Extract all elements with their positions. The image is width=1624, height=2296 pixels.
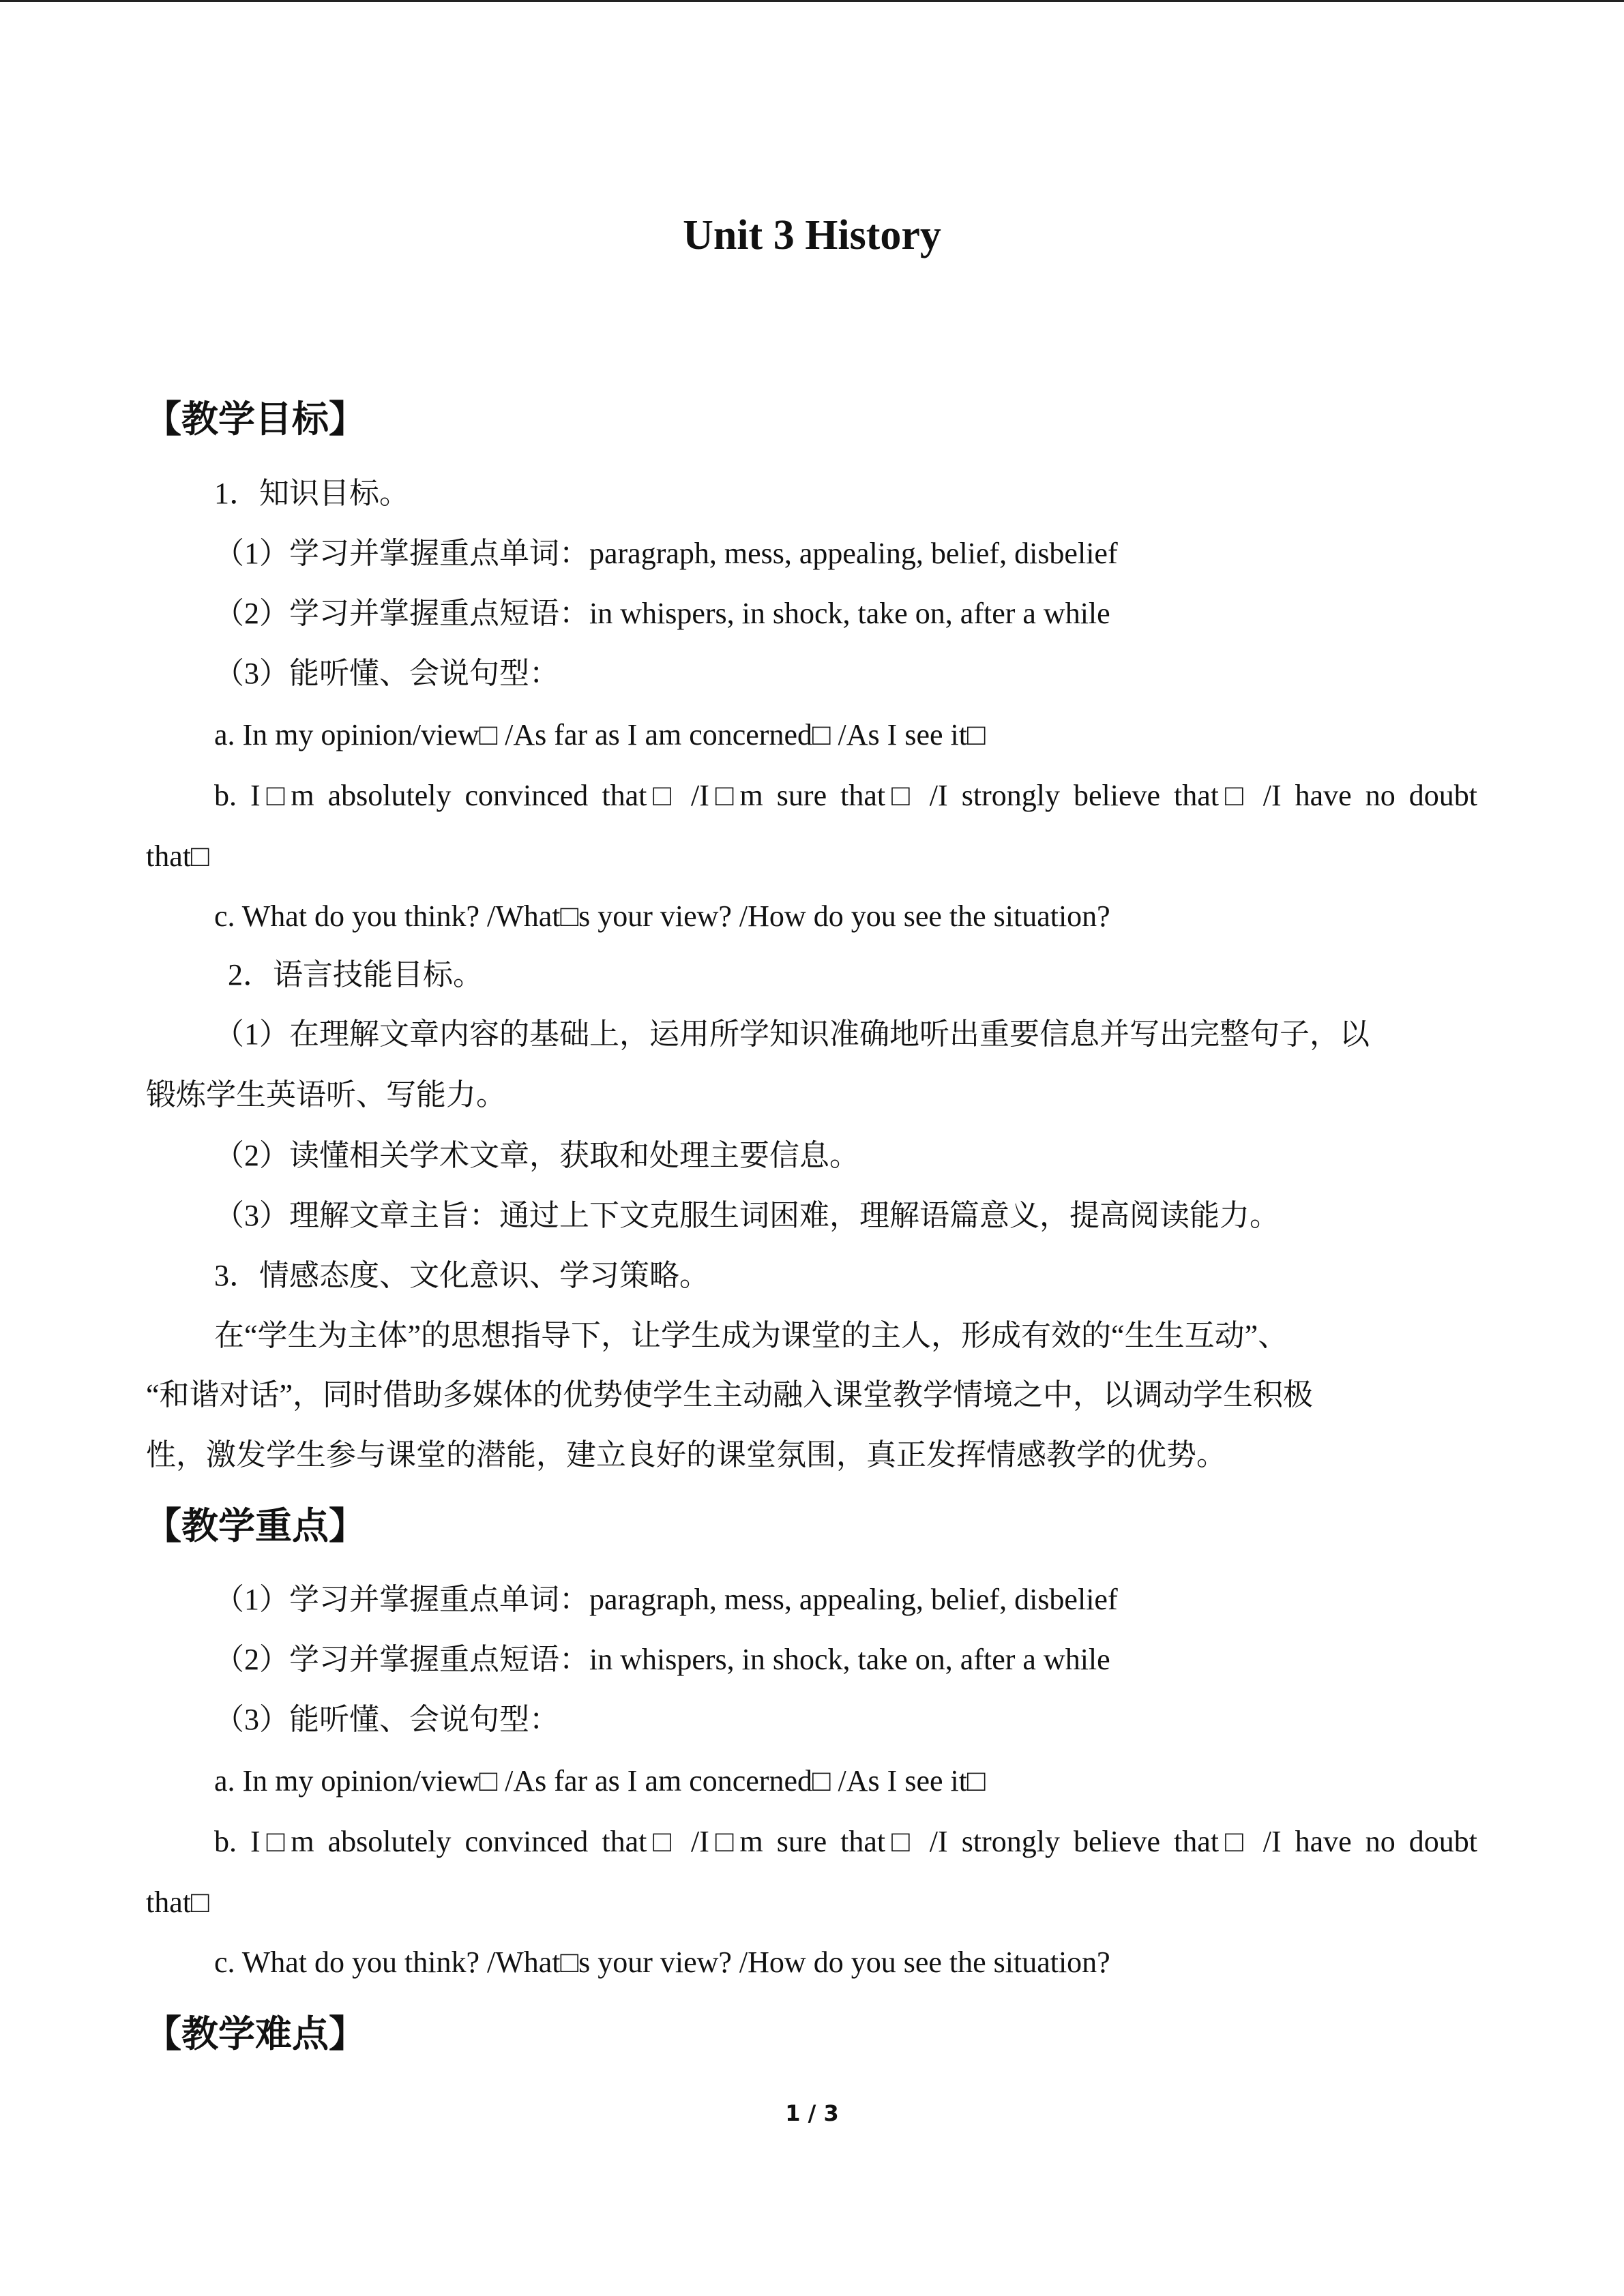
page-number: 1 / 3 [785,2100,839,2126]
text-line: 1．知识目标。 [214,477,409,510]
text-line: （3）能听懂、会说句型： [214,1703,559,1736]
section-heading-key-points: 【教学重点】 [145,1504,366,1547]
text-line: 2．语言技能目标。 [228,958,483,992]
text-line: （1）在理解文章内容的基础上，运用所学知识准确地听出重要信息并写出完整句子，以 [214,1017,1370,1051]
text-line: （3）理解文章主旨：通过上下文克服生词困难，理解语篇意义，提高阅读能力。 [214,1199,1280,1232]
text-line: a. In my opinion/view□ /As far as I am concerned□ /As I see it□ [214,1764,986,1798]
text-line: 性，激发学生参与课堂的潜能，建立良好的课堂氛围，真正发挥情感教学的优势。 [146,1438,1226,1472]
text-line: c. What do you think? /What□s your view? /How do you see the situation? [214,899,1110,933]
text-line: 在“学生为主体”的思想指导下，让学生成为课堂的主人，形成有效的“生生互动”、 [214,1319,1288,1352]
text-line: （2）学习并掌握重点短语：in whispers, in shock, take on, after a while [214,1643,1110,1676]
text-line: b. I□m absolutely convinced that□ /I□m sure that□ /I strongly believe that□ /I have no doubt [214,1825,1477,1858]
text-line: （2）读懂相关学术文章，获取和处理主要信息。 [214,1139,859,1172]
text-line: a. In my opinion/view□ /As far as I am concerned□ /As I see it□ [214,718,986,751]
text-line: （1）学习并掌握重点单词：paragraph, mess, appealing, belief, disbelief [214,1583,1118,1616]
section-heading-difficulties: 【教学难点】 [145,2012,366,2055]
text-line: 3．情感态度、文化意识、学习策略。 [214,1259,709,1292]
text-line: （1）学习并掌握重点单词：paragraph, mess, appealing, belief, disbelief [214,537,1118,570]
section-heading-objectives: 【教学目标】 [145,398,366,441]
text-line: （3）能听懂、会说句型： [214,657,559,690]
text-line: c. What do you think? /What□s your view? /How do you see the situation? [214,1945,1110,1979]
text-line: that□ [146,1885,209,1919]
text-line: b. I□m absolutely convinced that□ /I□m sure that□ /I strongly believe that□ /I have no doubt [214,779,1477,812]
text-line: “和谐对话”，同时借助多媒体的优势使学生主动融入课堂教学情境之中，以调动学生积极 [146,1378,1314,1412]
text-line: 锻炼学生英语听、写能力。 [146,1078,506,1112]
text-line: （2）学习并掌握重点短语：in whispers, in shock, take on, after a while [214,597,1110,630]
page-title: Unit 3 History [683,212,941,258]
text-line: that□ [146,839,209,873]
